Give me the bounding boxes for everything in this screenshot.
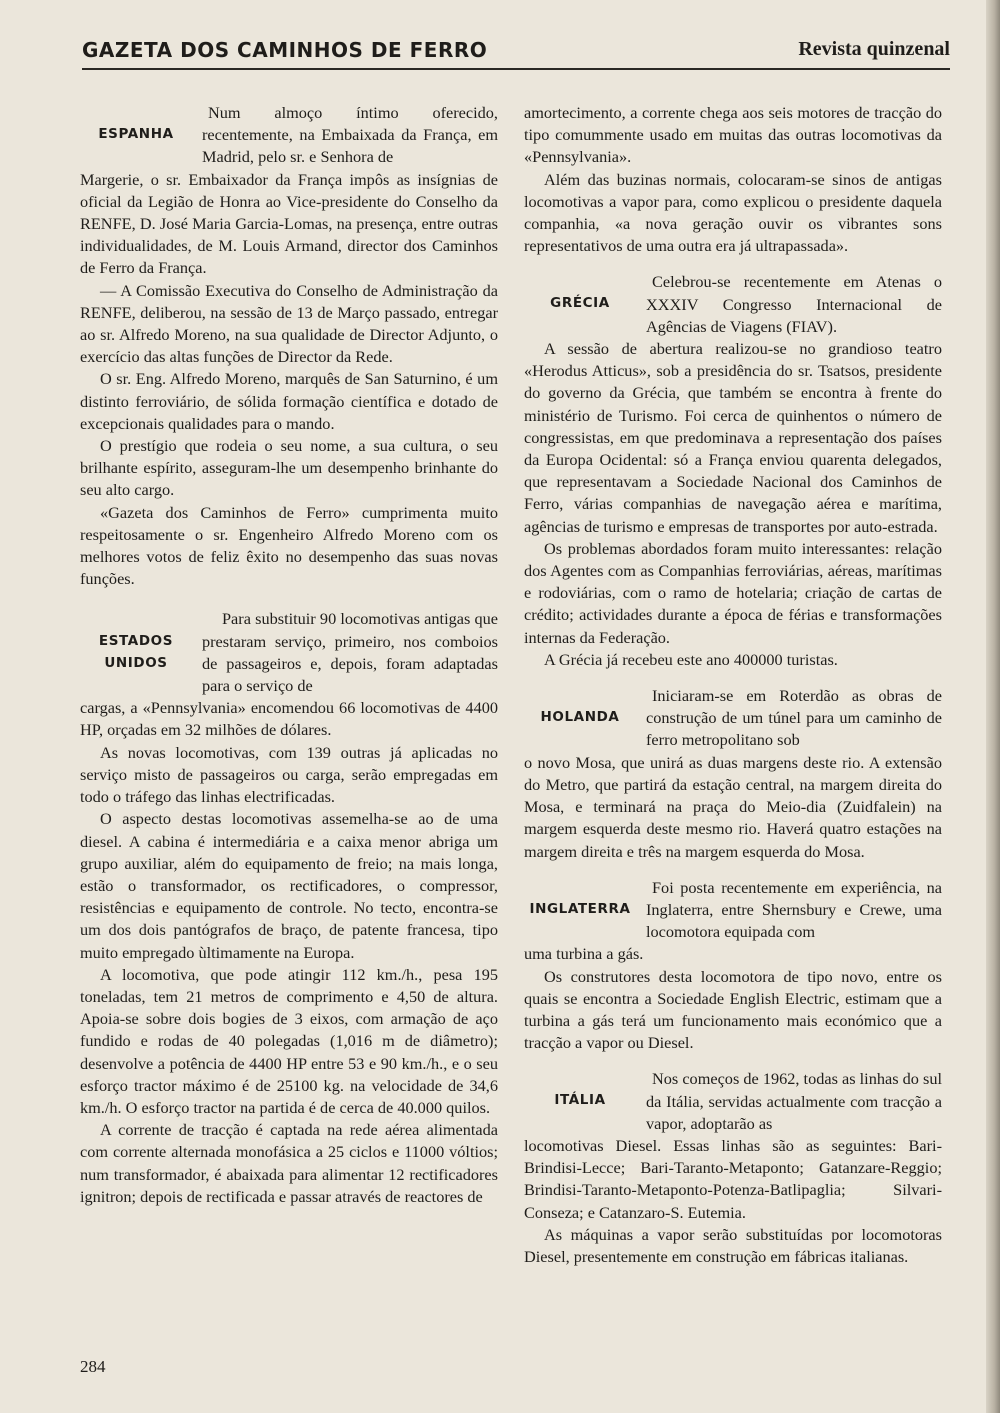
- running-header: [82, 38, 950, 70]
- section-intro: Celebrou-se recentemente em Atenas o XXXIV Congresso Internacional de Agências de Viagens (FIAV).: [646, 272, 942, 336]
- paragraph: O prestígio que rodeia o seu nome, a sua cultura, o seu brilhante espírito, asseguram-lhe um desempenho brinhante do seu alto cargo.: [80, 436, 498, 500]
- paragraph: locomotivas Diesel. Essas linhas são as seguintes: Bari-Brindisi-Lecce; Bari-Taranto-Metaponto; Gatanzare-Reggio; Brindisi-Taranto-Metaponto-Potenza-Batlipaglia; Silvari-Conseza; e Catanzaro-S. Eutemia.: [524, 1135, 942, 1222]
- paragraph: o novo Mosa, que unirá as duas margens deste rio. A extensão do Metro, que partirá da estação central, na margem direita do Mosa, e terminará na praça do Meio-dia (Zuidfalein) na margem esquerda deste mesmo rio. Haverá quatro estações na margem direita e três na margem esquerda do Mosa.: [524, 752, 942, 861]
- section-tag: GRÉCIA: [550, 295, 610, 312]
- page-number: 284: [80, 1357, 106, 1376]
- section-italia: [524, 1068, 942, 1268]
- section-estados-unidos-continued: [524, 102, 942, 257]
- paragraph: Os construtores desta locomotora de tipo novo, entre os quais se encontra a Sociedade English Electric, estimam que a turbina a gás terá um funcionamento mais económico que a tracção a vapor ou Diesel.: [524, 966, 942, 1053]
- paragraph: O aspecto destas locomotivas assemelha-se ao de uma diesel. A cabina é intermediária e a caixa menor abriga um grupo auxiliar, além do equipamento de freio; na mais longa, estão o transformador, os rectificadores, o compressor, resistências e equipamento de controle. No tecto, encontra-se um dos dois pantógrafos de braço, de patente francesa, tipo muito empregado ùltimamente na Europa.: [80, 809, 498, 962]
- section-espanha: [80, 102, 498, 590]
- section-tag: HOLANDA: [540, 709, 620, 726]
- section-holanda: [524, 685, 942, 863]
- paragraph: A Grécia já recebeu este ano 400000 turistas.: [544, 649, 838, 669]
- paragraph: A locomotiva, que pode atingir 112 km./h., pesa 195 toneladas, tem 21 metros de comprimento e 4,50 de altura. Apoia-se sobre dois bogies de 3 eixos, com armação de aço fundido e rodas de 40 polegadas (1,016 m de diâmetro); desenvolve a potência de 4400 HP entre 53 e 90 km./h., e o seu esforço tractor máximo é de 25100 kg. na velocidade de 34,6 km./h. O esforço tractor na partida é de cerca de 40.000 quilos.: [80, 964, 498, 1117]
- section-tag: UNIDOS: [104, 655, 168, 672]
- section-inglaterra: [524, 877, 942, 1055]
- section-tag: ESTADOS: [98, 633, 174, 650]
- left-column: [80, 102, 498, 1208]
- journal-title: GAZETA DOS CAMINHOS DE FERRO: [82, 38, 488, 62]
- section-intro: Nos começos de 1962, todas as linhas do sul da Itália, servidas actualmente com tracção a vapor, adoptarão as: [646, 1069, 942, 1133]
- paragraph: A corrente de tracção é captada na rede aérea alimentada com corrente alternada monofásica a 25 ciclos e 11000 vóltios; num transformador, é abaixada para alimentar 12 rectificadores ignitron; depois de rectificada e passar através de reactores de: [80, 1120, 498, 1206]
- journal-subtitle: Revista quinzenal: [798, 38, 950, 60]
- paragraph: As máquinas a vapor serão substituídas por locomotoras Diesel, presentemente em construção em fábricas italianas.: [524, 1224, 942, 1266]
- section-intro: Foi posta recentemente em experiência, na Inglaterra, entre Shernsbury e Crewe, uma locomotora equipada com: [646, 877, 942, 942]
- section-intro: Para substituir 90 locomotivas antigas que prestaram serviço, primeiro, nos comboios de passageiros e, depois, foram adaptadas para o serviço de: [202, 609, 498, 696]
- paragraph: uma turbina a gás.: [524, 944, 644, 964]
- section-tag: INGLATERRA: [529, 900, 631, 917]
- paragraph: Além das buzinas normais, colocaram-se sinos de antigas locomotivas a vapor para, como explicou o presidente daquela companhia, «a nova geração ouvir os vibrantes sons representativos de uma outra era já ultrapassada».: [524, 169, 942, 256]
- section-estados-unidos: [80, 608, 498, 1207]
- paragraph: amortecimento, a corrente chega aos seis motores de tracção do tipo comummente usado em muitas das outras locomotivas da «Pennsylvania».: [524, 103, 942, 167]
- section-grecia: [524, 271, 942, 671]
- section-intro: Iniciaram-se em Roterdão as obras de construção de um túnel para um caminho de ferro metropolitano sob: [646, 686, 942, 750]
- paragraph: Os problemas abordados foram muito interessantes: relação dos Agentes com as Companhias ferroviárias, aéreas, marítimas e rodoviárias, com o ramo de hotelaria; criação de cartas de crédito; actividades durante a época de férias e transformações internas da Federação.: [524, 538, 942, 647]
- right-column: [524, 102, 942, 1268]
- paragraph: «Gazeta dos Caminhos de Ferro» cumprimenta muito respeitosamente o sr. Engenheiro Alfredo Moreno com os melhores votos de feliz êxito no desempenho das suas novas funções.: [80, 502, 498, 589]
- paragraph: Margerie, o sr. Embaixador da França impôs as insígnias de oficial da Legião de Honra ao Vice-presidente do Conselho da RENFE, D. José Maria Garcia-Lomas, na presença, entre outras individualidades, de M. Louis Armand, director dos Caminhos de Ferro da França.: [80, 169, 498, 278]
- paragraph: A sessão de abertura realizou-se no grandioso teatro «Herodus Atticus», sob a presidência do sr. Tsatsos, presidente do governo da Grécia, que também se encontra à frente do ministério de Turismo. Foi cerca de quinhentos o número de congressistas, em que predominava a representação dos países da Europa Ocidental: só a França enviou quarenta delegados, que representavam a Sociedade Nacional dos Caminhos de Ferro, várias companhias de navegação aérea e marítima, agências de turismo e empresas de transportes por auto-estrada.: [524, 339, 942, 536]
- section-tag: ESPANHA: [98, 126, 174, 142]
- paragraph: O sr. Eng. Alfredo Moreno, marquês de San Saturnino, é um distinto ferroviário, de sólida formação científica e dotado de excepcionais qualidades para o mando.: [80, 369, 498, 433]
- section-intro: Num almoço íntimo oferecido, recentemente, na Embaixada da França, em Madrid, pelo sr. e Senhora de: [202, 103, 498, 167]
- paragraph: As novas locomotivas, com 139 outras já aplicadas no serviço misto de passageiros ou carga, serão empregadas em todo o tráfego das linhas electrificadas.: [80, 742, 498, 807]
- paragraph: cargas, a «Pennsylvania» encomendou 66 locomotivas de 4400 HP, orçadas em 32 milhões de dólares.: [80, 698, 498, 740]
- book-spine-shadow: [986, 0, 1000, 1413]
- section-tag: ITÁLIA: [554, 1092, 606, 1109]
- paragraph: — A Comissão Executiva do Conselho de Administração da RENFE, deliberou, na sessão de 13 de Março passado, entregar ao sr. Alfredo Moreno, na sua qualidade de Director Adjunto, o exercício das altas funções de Director da Rede.: [80, 280, 498, 367]
